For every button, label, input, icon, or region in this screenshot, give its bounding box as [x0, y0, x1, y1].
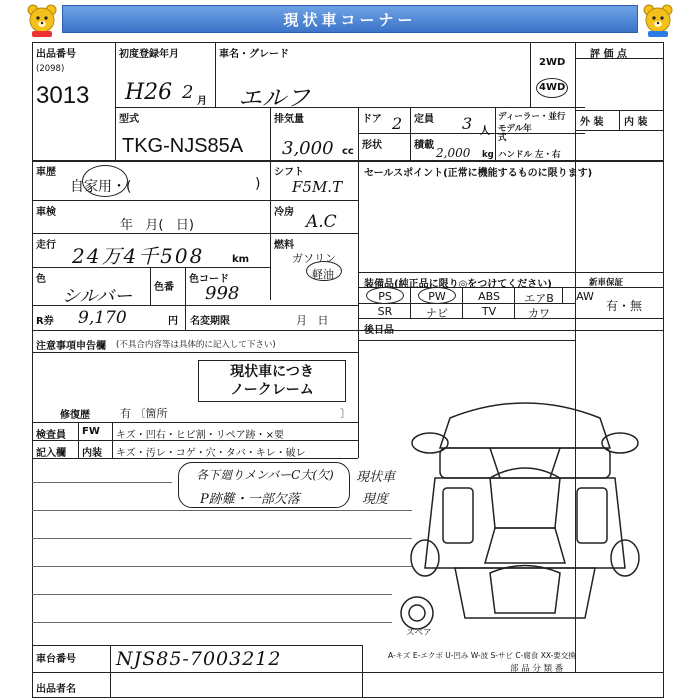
kg-unit: kg: [482, 150, 494, 160]
exterior-label: 外 装: [580, 117, 604, 128]
fw-label: FW: [82, 426, 100, 437]
rating-label: 評 価 点: [590, 49, 627, 60]
entry-label: 記入欄: [36, 448, 66, 459]
divider: [410, 287, 411, 318]
handwritten-note1: 各下廻りメンバーC大(欠): [196, 468, 334, 482]
divider: [358, 318, 664, 319]
divider: [32, 645, 362, 646]
equip-aw: AW: [576, 290, 594, 303]
equip-navi: ナビ: [426, 307, 448, 320]
pw-circle: [418, 287, 456, 304]
divider: [619, 110, 620, 130]
banner: [0, 0, 700, 40]
divider: [150, 267, 151, 305]
stamp-line2: ノークレーム: [230, 382, 314, 398]
fuel-diesel: 軽油: [312, 268, 334, 281]
model-year-label: モデル年式: [498, 124, 532, 143]
ac-value: A.C: [306, 212, 337, 232]
month-unit: 月: [197, 96, 207, 107]
divider: [270, 107, 271, 160]
divider: [495, 107, 496, 160]
model-code: TKG-NJS85A: [122, 135, 244, 157]
spare-label: スペア: [406, 628, 432, 638]
first-reg-month: 2: [182, 82, 194, 103]
drive-2wd: 2WD: [539, 57, 566, 68]
bear-mascot-icon: [640, 2, 676, 38]
divider: [358, 133, 585, 134]
equip-airbag: エアB: [524, 292, 554, 305]
recycle: 9,170: [78, 308, 127, 328]
name-label: 車名・グレード: [219, 49, 289, 60]
recycle-label: R券: [36, 316, 54, 327]
doors-label: ドア: [362, 114, 382, 125]
divider: [185, 305, 186, 330]
mileage: 24万4千508: [72, 244, 205, 268]
shape-label: 形状: [362, 140, 382, 151]
divider: [562, 287, 563, 303]
rule-line: [32, 622, 392, 623]
fuel-gasoline: ガソリン: [292, 252, 336, 265]
sales-label: セールスポイント(正常に機能するものに限ります): [364, 168, 593, 179]
rule-line: [32, 566, 412, 567]
ps-circle: [366, 287, 404, 304]
divider: [32, 672, 664, 673]
history-value: 自家用・(: [70, 179, 132, 195]
new-warranty-label: 新車保証: [589, 278, 624, 288]
divider: [110, 645, 111, 698]
car-name: エルフ: [238, 84, 310, 112]
repair-value: 有 〔箇所: [120, 407, 168, 420]
capacity-label: 定員: [414, 114, 434, 125]
rule-line: [32, 538, 412, 539]
divider: [462, 287, 463, 318]
divider: [112, 422, 113, 458]
yen-unit: 円: [168, 316, 178, 327]
history-close: ): [255, 176, 261, 192]
notes-label: 注意事項申告欄: [36, 341, 106, 352]
lot-number: 3013: [36, 82, 90, 109]
divider: [32, 422, 358, 423]
divider: [362, 645, 363, 698]
first-reg-label: 初度登録年月: [119, 49, 179, 60]
divider: [215, 42, 216, 107]
shift-label: シフト: [274, 167, 304, 178]
divider: [185, 267, 186, 305]
color-code: 998: [205, 283, 240, 304]
displacement-label: 排気量: [274, 114, 304, 125]
divider: [358, 160, 359, 340]
load-label: 積載: [414, 140, 434, 151]
history-label: 車歴: [36, 167, 56, 178]
handwritten-note2: P跡難・一部欠落: [200, 492, 300, 507]
fuel-label: 燃料: [274, 240, 294, 251]
repair-label: 修復歴: [60, 410, 90, 421]
divider: [358, 272, 664, 273]
divider: [32, 160, 664, 162]
lot-sub: (2098): [36, 64, 65, 74]
no-claim-stamp: [198, 360, 346, 402]
color-code-label: 色コード: [189, 274, 229, 285]
type-label: 型式: [119, 114, 139, 125]
color-label: 色: [36, 274, 46, 285]
fw-items: キズ・凹右・ヒビ割・リペア跡・×要: [116, 430, 284, 441]
exhibitor-label: 出品者名: [36, 684, 76, 695]
equip-tv: TV: [481, 305, 497, 318]
drive-4wd: 4WD: [539, 82, 566, 93]
first-reg-year: H26: [125, 80, 173, 105]
cc-unit: cc: [342, 146, 354, 157]
divider: [32, 200, 358, 201]
damage-legend: A-キズ E-エクボ U-凹み W-波 S-サビ C-腐食 XX-要交換: [388, 651, 576, 660]
divider: [514, 287, 515, 318]
handwritten-note3: 現状車: [356, 470, 396, 485]
name-change-label: 名変期限: [190, 316, 230, 327]
divider: [530, 42, 531, 107]
shaken-value: 年 月( 日): [120, 218, 194, 233]
divider: [575, 130, 664, 131]
divider: [32, 233, 358, 234]
notes-sub: (不具合内容等は具体的に記入して下さい): [116, 340, 276, 350]
rule-line: [32, 510, 412, 511]
equip-ps: PS: [378, 290, 392, 303]
km-unit: km: [232, 254, 250, 265]
divider: [32, 330, 664, 331]
inspector-label: 検査員: [36, 430, 66, 441]
equip-leather: カワ: [528, 307, 550, 320]
capacity: 3: [462, 114, 473, 133]
color-no-label: 色番: [154, 282, 174, 293]
repair-close: 〕: [340, 407, 351, 420]
equipment-label: 装備品(純正品に限り◎をつけてください): [364, 279, 552, 290]
vehicle-damage-diagram: [395, 388, 665, 638]
equip-abs: ABS: [478, 290, 500, 303]
lot-label: 出品番号: [36, 49, 76, 60]
later-label: 後日品: [364, 325, 394, 336]
interior-items: キズ・汚レ・コゲ・穴・タバ・キレ・破レ: [116, 448, 306, 459]
doors: 2: [392, 114, 403, 133]
interior-label: 内 装: [624, 117, 648, 128]
mileage-label: 走行: [36, 240, 56, 251]
equip-sr: SR: [377, 305, 393, 318]
chassis-value: NJS85-7003212: [116, 648, 282, 670]
color-value: シルバー: [62, 286, 133, 307]
divider: [32, 352, 358, 353]
divider: [78, 422, 79, 458]
divider: [358, 340, 359, 458]
parts-label: 部 品 分 類 番: [510, 664, 564, 674]
divider: [115, 42, 116, 160]
shaken-label: 車検: [36, 207, 56, 218]
banner-title: 現状車コーナー: [62, 5, 638, 33]
history-circle: [82, 165, 128, 197]
divider: [115, 107, 585, 108]
warranty-value: 有・無: [606, 299, 643, 313]
rule-line: [32, 482, 172, 483]
divider: [270, 160, 271, 300]
divider: [410, 107, 411, 160]
shift-value: F5M.T: [292, 178, 343, 196]
divider: [358, 340, 575, 341]
chassis-label: 車台番号: [36, 654, 76, 665]
name-change-value: 月 日: [296, 314, 329, 327]
ac-label: 冷房: [274, 207, 294, 218]
displacement: 3,000: [282, 138, 334, 159]
load: 2,000: [436, 146, 471, 160]
bear-mascot-icon: [24, 2, 60, 38]
dealer-label: ディーラー・並行: [498, 112, 566, 122]
handle-label: ハンドル 左・右: [498, 150, 561, 160]
fuel-circle: [306, 261, 342, 281]
interior-check-label: 内装: [82, 448, 102, 459]
equip-pw: PW: [428, 290, 446, 303]
rule-line: [32, 594, 392, 595]
handwritten-note4: 現度: [362, 492, 389, 507]
stamp-line1: 現状車につき: [230, 364, 314, 380]
person-unit: 人: [480, 126, 490, 137]
